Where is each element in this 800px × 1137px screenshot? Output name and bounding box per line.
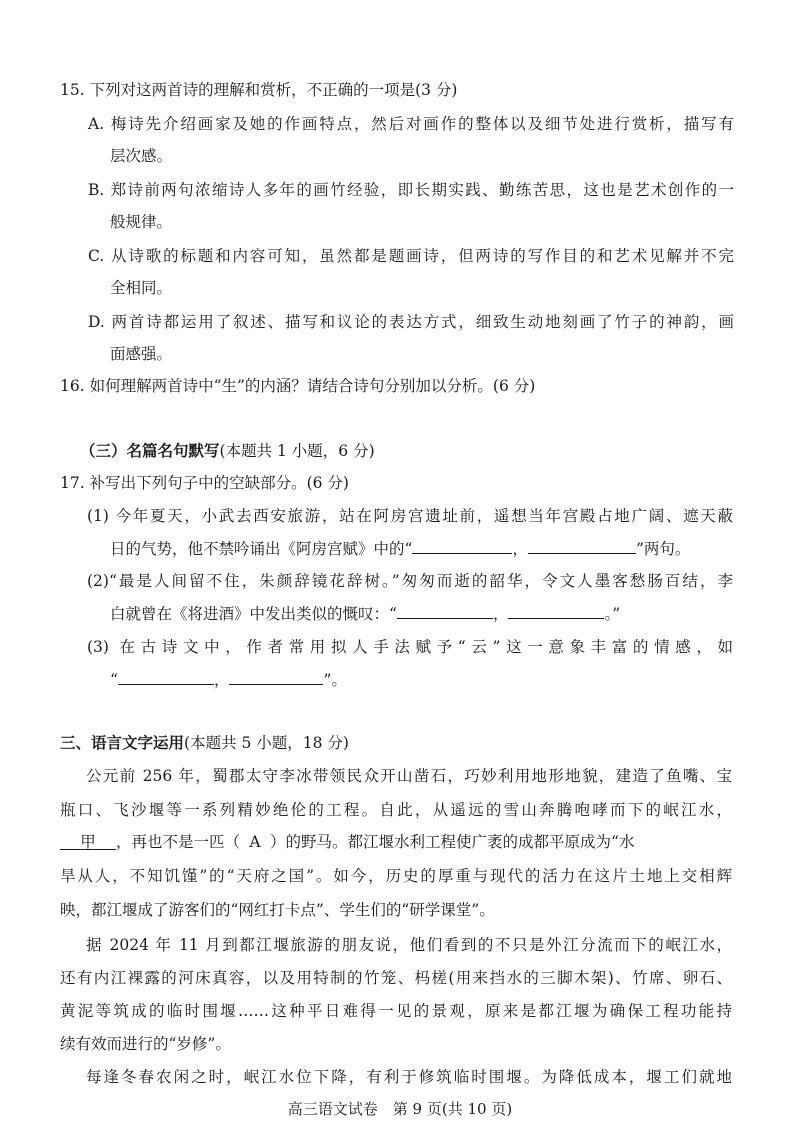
q17-item3-blank-1	[118, 670, 214, 685]
part3-note: (本题共 5 小题，18 分)	[184, 734, 349, 752]
passage-p2-line4: 续有效而进行的“岁修”。	[60, 1035, 231, 1053]
passage-p1-line3-mid: ，再也不是一匹（	[116, 833, 241, 851]
q17-item2-line2	[110, 604, 620, 624]
passage-p2-line1: 据 2024 年 11 月到都江堰旅游的朋友说，他们看到的不只是外江分流而下的岷江水，	[86, 936, 732, 954]
section3-note: (本题共 1 小题，6 分)	[219, 442, 375, 460]
q17-item3-blank-2	[229, 670, 323, 685]
q17-item1-line1: (1) 今年夏天，小武去西安旅游，站在阿房宫遗址前，遥想当年宫殿占地广阔、遮天蔽	[87, 507, 733, 525]
q17-item3-suffix: ”。	[323, 671, 347, 689]
q15-option-b-line1: B. 郑诗前两句浓缩诗人多年的画竹经验，即长期实践、勤练苦思，这也是艺术创作的一	[88, 181, 734, 199]
q17-item1-suffix: ”两句。	[635, 540, 691, 558]
q17-item2-prefix: 白就曾在《将进酒》中发出类似的慨叹：“	[110, 605, 397, 623]
q15-option-b-line2: 般规律。	[110, 213, 173, 231]
q15-option-a-line2: 层次感。	[110, 147, 173, 165]
passage-p1-line2: 瓶口、飞沙堰等一系列精妙绝伦的工程。自此，从遥远的雪山奔腾咆哮而下的岷江水，	[60, 801, 732, 819]
q17-item1-blank-2	[528, 539, 636, 554]
q15-stem: 15. 下列对这两首诗的理解和赏析，不正确的一项是(3 分)	[60, 81, 458, 99]
q17-item1-prefix: 日的气势，他不禁吟诵出《阿房宫赋》中的“	[110, 540, 413, 558]
q17-item2-blank-2	[508, 604, 604, 619]
blank-a-label: A	[249, 833, 261, 851]
part3-heading	[60, 733, 349, 753]
q17-item2-suffix: 。”	[604, 605, 621, 623]
passage-p2-line2: 还有内江裸露的河床真容，以及用特制的竹笼、杩槎(用来挡水的三脚木架)、竹席、卵石、	[60, 969, 732, 987]
q15-option-d-line1: D. 两首诗都运用了叙述、描写和议论的表达方式，细致生动地刻画了竹子的神韵，画	[88, 313, 734, 331]
part3-title: 三、语言文字运用	[60, 733, 185, 752]
passage-p2-line3: 黄泥等筑成的临时围堰……这种平日难得一见的景观，原来是都江堰为确保工程功能持	[60, 1002, 732, 1020]
passage-p3-line1: 每逢冬春农闲之时，岷江水位下降，有利于修筑临时围堰。为降低成本，堰工们就地	[86, 1068, 732, 1086]
q17-item3-prefix: “	[110, 671, 118, 689]
page-footer: 高三语文试卷 第 9 页(共 10 页)	[287, 1100, 513, 1118]
q16-stem: 16. 如何理解两首诗中“生”的内涵？请结合诗句分别加以分析。(6 分)	[60, 377, 536, 395]
q15-option-c-line2: 全相同。	[110, 279, 173, 297]
section3-title: （三）名篇名句默写	[80, 441, 220, 460]
passage-p1-line4: 旱从人，不知饥馑”的“天府之国”。如今，历史的厚重与现代的活力在这片土地上交相辉	[60, 867, 732, 885]
q17-item3-separator: ，	[213, 671, 230, 689]
passage-p1-line3-post: ）的野马。都江堰水利工程使广袤的成都平原成为“水	[270, 833, 635, 851]
passage-p1-line3	[60, 832, 732, 852]
section3-heading	[80, 441, 375, 461]
q17-item2-separator: ，	[492, 605, 509, 623]
q17-item1-separator: ，	[512, 540, 528, 558]
q15-option-a-line1: A. 梅诗先介绍画家及她的作画特点，然后对画作的整体以及细节处进行赏析，描写有	[88, 115, 734, 133]
passage-p1-line1: 公元前 256 年，蜀郡太守李冰带领民众开山凿石，巧妙利用地形地貌，建造了鱼嘴、宝	[86, 767, 732, 785]
q17-item1-line2	[110, 539, 690, 559]
q17-item2-blank-1	[397, 604, 493, 619]
q17-item2-line1: (2)“最是人间留不住，朱颜辞镜花辞树。”匆匆而逝的韶华，令文人墨客愁肠百结，李	[87, 572, 733, 590]
blank-jia: 甲	[60, 835, 116, 850]
q15-option-d-line2: 面感强。	[110, 345, 173, 363]
q17-stem: 17. 补写出下列句子中的空缺部分。(6 分)	[60, 474, 349, 492]
q17-item1-blank-1	[412, 539, 512, 554]
q15-option-c-line1: C. 从诗歌的标题和内容可知，虽然都是题画诗，但两诗的写作目的和艺术见解并不完	[88, 247, 734, 265]
q17-item3-line1: (3) 在古诗文中，作者常用拟人手法赋予“云”这一意象丰富的情感，如	[87, 638, 733, 656]
q17-item3-line2	[110, 670, 347, 690]
passage-p1-line5: 映，都江堰成了游客们的“网红打卡点”、学生们的“研学课堂”。	[60, 901, 495, 919]
